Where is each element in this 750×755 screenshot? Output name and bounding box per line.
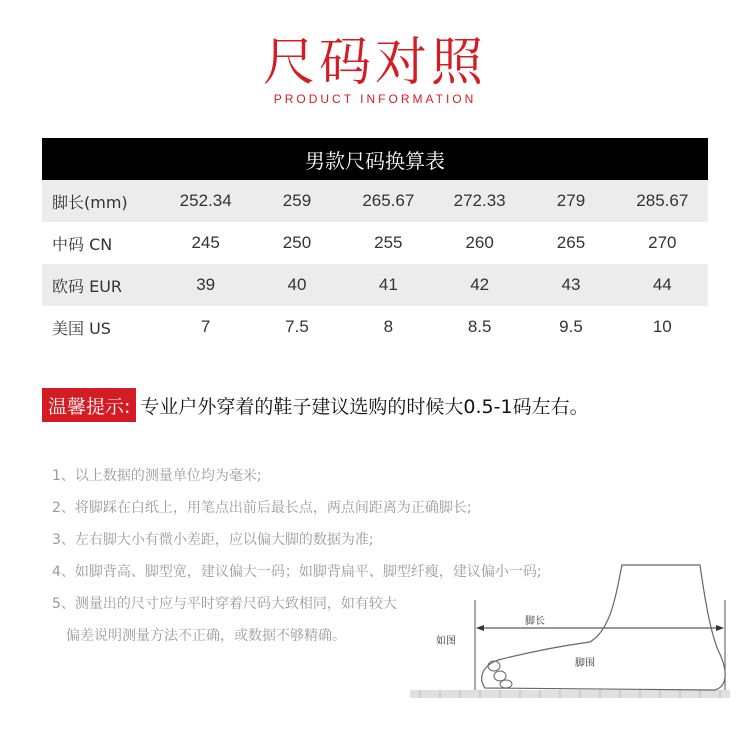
note-item: 偏差说明测量方法不正确，或数据不够精确。 <box>66 628 346 644</box>
table-cell: 285.67 <box>636 191 689 210</box>
table-cell: 8 <box>383 317 394 336</box>
table-cell: 43 <box>561 275 581 294</box>
arrow-left-icon <box>476 625 484 631</box>
table-cell: 272.33 <box>453 191 506 210</box>
table-cell: 252.34 <box>179 191 232 210</box>
tip-label: 温馨提示: <box>42 388 136 422</box>
note-item: 3、左右脚大小有微小差距，应以偏大脚的数据为准; <box>52 532 374 548</box>
toes-icon <box>488 661 512 688</box>
table-row <box>42 264 708 306</box>
note-item: 4、如脚背高、脚型宽，建议偏大一码；如脚背扁平、脚型纤瘦，建议偏小一码; <box>52 564 542 580</box>
length-label: 脚长 <box>525 616 545 627</box>
table-cell: 8.5 <box>467 317 492 336</box>
tip-banner <box>42 388 589 422</box>
row-label: 中码 CN <box>52 234 113 254</box>
table-cell: 260 <box>465 233 494 252</box>
table-cell: 39 <box>196 275 216 294</box>
table-cell: 245 <box>191 233 220 252</box>
outline-label: 脚围 <box>575 658 595 669</box>
note-item: 5、测量出的尺寸应与平时穿着尺码大致相同，如有较大 <box>52 596 397 612</box>
page-title: 尺码对照 <box>262 33 487 93</box>
arrow-right-icon <box>716 625 724 631</box>
table-cell: 265 <box>556 233 586 252</box>
table-cell: 10 <box>652 317 672 336</box>
size-table <box>42 138 708 348</box>
table-cell: 7 <box>200 317 211 336</box>
page-subtitle: PRODUCT INFORMATION <box>273 92 477 106</box>
table-cell: 41 <box>378 275 398 294</box>
example-label: 如图 <box>436 636 456 647</box>
table-cell: 265.67 <box>362 191 415 210</box>
row-label: 欧码 EUR <box>52 276 123 296</box>
table-cell: 44 <box>652 275 672 294</box>
table-cell: 270 <box>648 233 677 252</box>
table-cell: 9.5 <box>559 317 583 336</box>
table-cell: 40 <box>287 275 307 294</box>
table-cell: 255 <box>374 233 403 252</box>
foot-measure-diagram <box>410 560 740 710</box>
table-row <box>42 180 708 222</box>
table-cell: 42 <box>470 275 490 294</box>
note-item: 1、以上数据的测量单位均为毫米; <box>52 468 262 484</box>
tip-text: 专业户外穿着的鞋子建议选购的时候大0.5-1码左右。 <box>140 395 589 418</box>
table-cell: 279 <box>556 191 586 210</box>
table-cell: 250 <box>282 233 312 252</box>
table-cell: 259 <box>282 191 312 210</box>
table-row <box>42 222 708 264</box>
size-table-title: 男款尺码换算表 <box>42 138 708 180</box>
row-label: 美国 US <box>52 318 111 338</box>
table-cell: 7.5 <box>285 317 309 336</box>
ruler <box>410 690 730 698</box>
row-label: 脚长(mm) <box>52 192 128 212</box>
table-row <box>42 306 708 348</box>
note-item: 2、将脚踩在白纸上，用笔点出前后最长点，两点间距离为正确脚长; <box>52 500 472 516</box>
